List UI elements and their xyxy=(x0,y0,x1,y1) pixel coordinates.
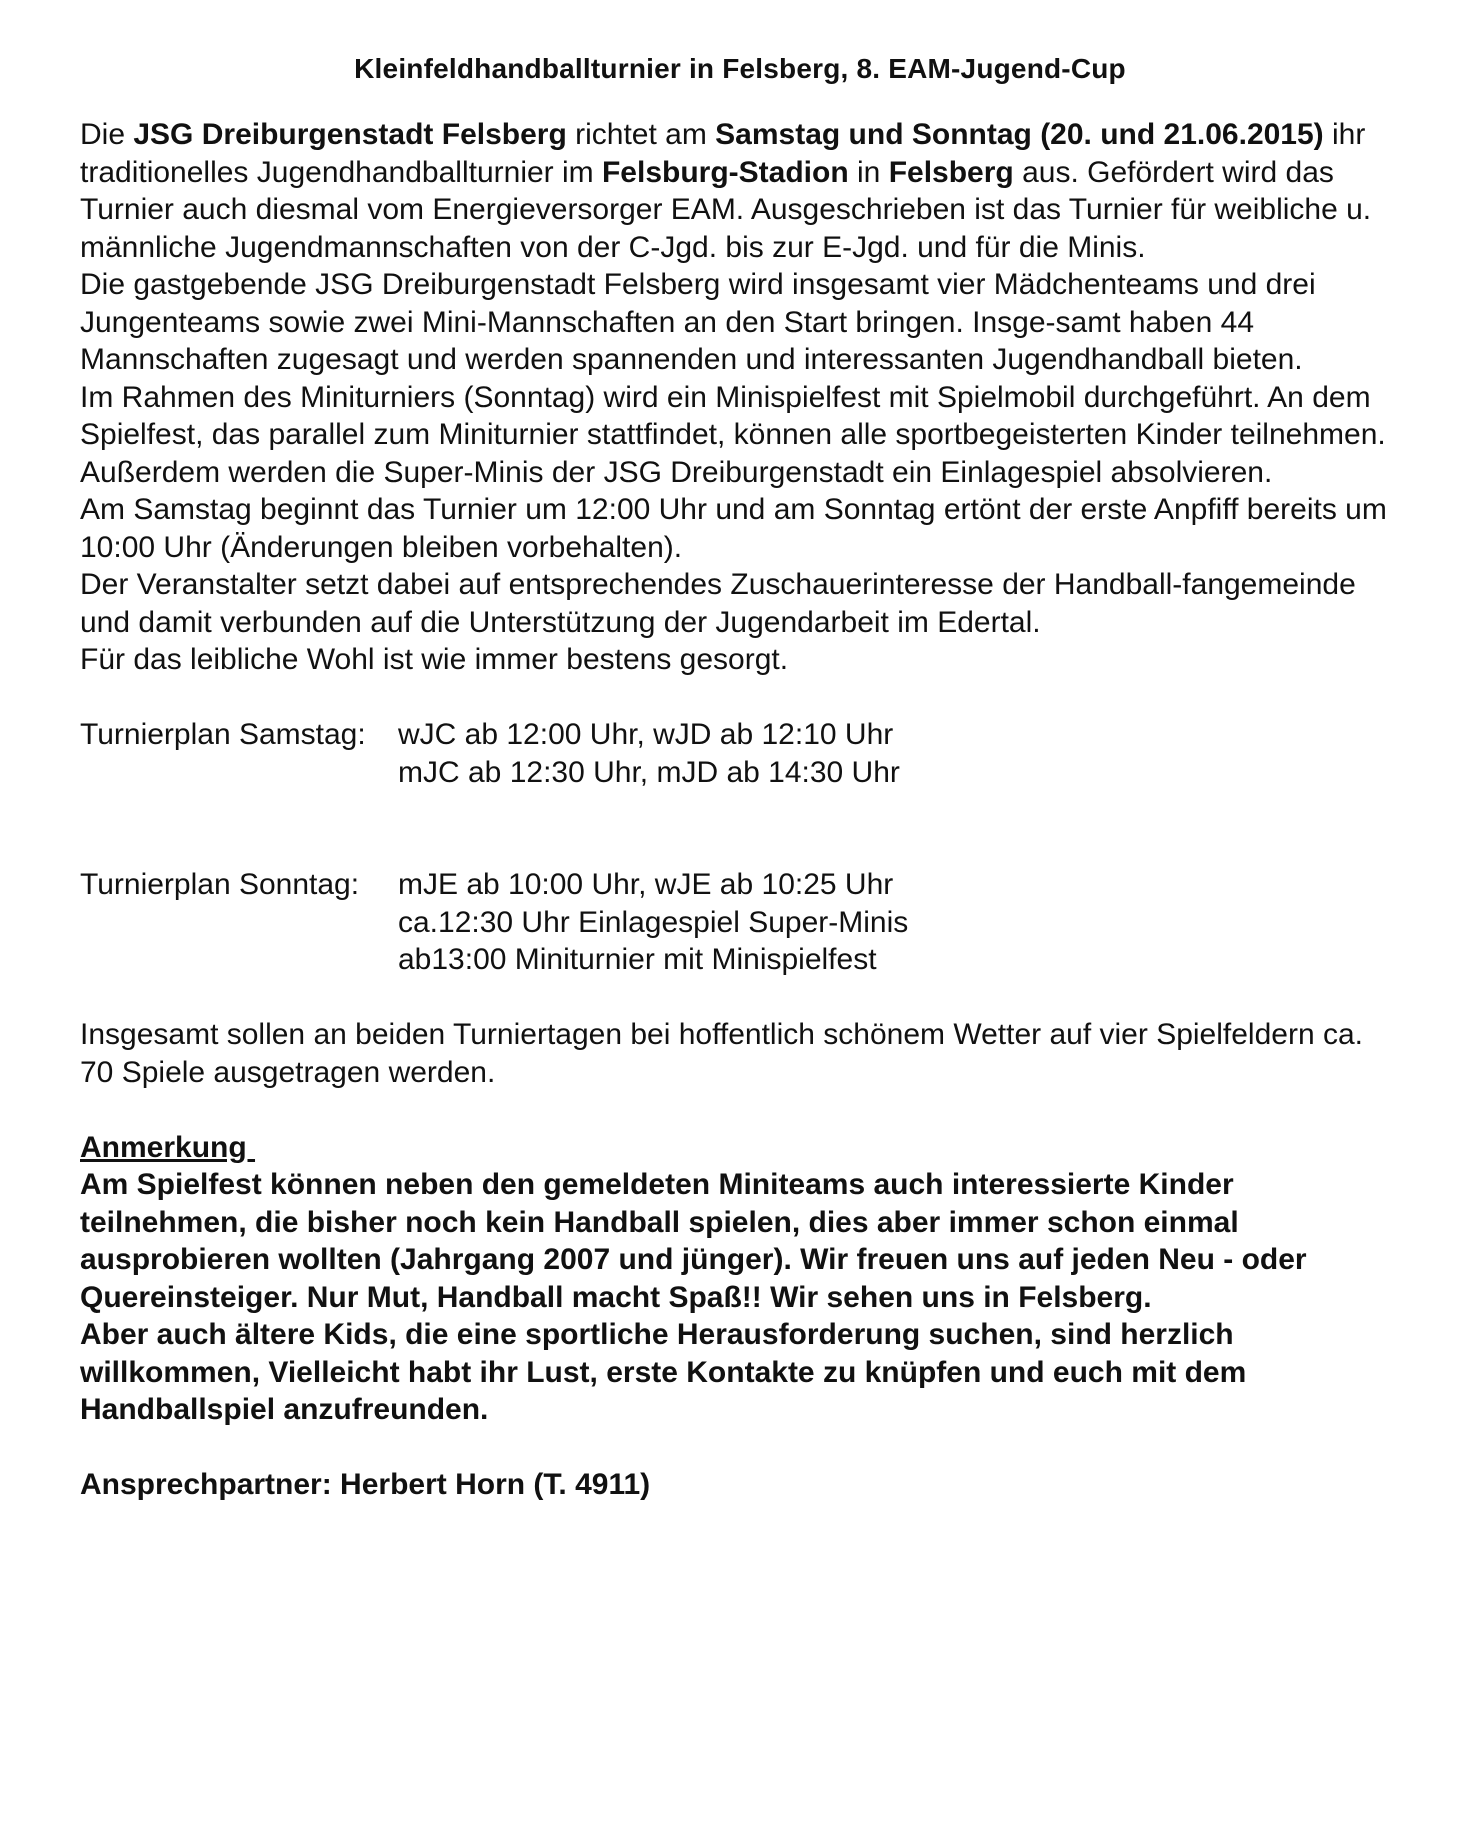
paragraph-minispielfest: Im Rahmen des Miniturniers (Sonntag) wird ein Minispielfest mit Spielmobil durchgeführt. An dem Spielfest, das parallel zum Miniturnier stattfindet, können alle sportbegeisterten Kinder teilnehmen. xyxy=(80,380,1386,451)
intro-bold-town: Felsberg xyxy=(888,155,1014,189)
schedule-line: mJE ab 10:00 Uhr, wJE ab 10:25 Uhr xyxy=(398,868,894,901)
remark-paragraph-1: Am Spielfest können neben den gemeldeten Miniteams auch interessierte Kinder teilnehmen, die bisher noch kein Handball spielen, dies aber immer schon einmal ausprobieren wollten (Jahrgang 2007 und jünger). Wir freuen uns auf jeden Neu - oder Quereinsteiger. Nur Mut, Handball macht Spaß!! Wir sehen uns in Felsberg. xyxy=(80,1168,1307,1314)
contact-line: Ansprechpartner: Herbert Horn (T. 4911) xyxy=(80,1468,651,1501)
document-page xyxy=(80,52,1400,1504)
spacer xyxy=(80,791,1400,866)
intro-text-2: richtet am xyxy=(566,118,716,151)
intro-bold-club: JSG Dreiburgenstadt Felsberg xyxy=(133,118,567,151)
schedule-line: ca.12:30 Uhr Einlagespiel Super-Minis xyxy=(398,905,909,939)
intro-bold-dates: Samstag und Sonntag (20. und 21.06.2015) xyxy=(715,118,1324,151)
paragraph-organizer: Der Veranstalter setzt dabei auf entsprechendes Zuschauerinteresse der Handball-fangemeinde und damit verbunden auf die Unterstützung der Jugendarbeit im Edertal. xyxy=(80,568,1356,639)
remark-paragraph-2: Aber auch ältere Kids, die eine sportliche Herausforderung suchen, sind herzlich willkommen, Vielleicht habt ihr Lust, erste Kontakte zu knüpfen und euch mit dem Handballspiel anzufreunden. xyxy=(80,1318,1247,1426)
schedule-sunday-label: Turnierplan Sonntag: xyxy=(80,868,360,901)
intro-text-5: aus. Gefördert wird das Turnier auch diesmal vom Energieversorger EAM. Ausgeschrieben ist das Turnier für weibliche u. männliche Jugendmannschaften von der C-Jgd. bis zur E-Jgd. und für die Minis. xyxy=(80,155,1372,264)
paragraph-catering: Für das leibliche Wohl ist wie immer bestens gesorgt. xyxy=(80,643,789,676)
remark-section xyxy=(80,1129,1400,1429)
intro-text-1: Die xyxy=(80,118,134,151)
intro-paragraph xyxy=(80,116,1400,266)
intro-text-4: in xyxy=(848,155,889,189)
paragraph-teams: Die gastgebende JSG Dreiburgenstadt Felsberg wird insgesamt vier Mädchenteams und drei Jungenteams sowie zwei Mini-Mannschaften an den Start bringen. Insge-samt haben 44 Mannschaften zugesagt und werden spannenden und interessanten Jugendhandball bieten. xyxy=(80,268,1316,376)
schedule-saturday-label: Turnierplan Samstag: xyxy=(80,718,366,751)
schedule-line: ab13:00 Miniturnier mit Minispielfest xyxy=(398,943,877,976)
schedule-line: wJC ab 12:00 Uhr, wJD ab 12:10 Uhr xyxy=(398,718,894,751)
spacer xyxy=(80,1091,1400,1129)
schedule-sunday-lines xyxy=(398,866,908,979)
spacer xyxy=(80,979,1400,1017)
spacer xyxy=(80,1429,1400,1467)
intro-bold-stadium: Felsburg-Stadion xyxy=(601,155,849,189)
schedule-sunday xyxy=(80,866,1400,979)
schedule-saturday xyxy=(80,716,1400,791)
paragraph-start-times: Am Samstag beginnt das Turnier um 12:00 Uhr und am Sonntag ertönt der erste Anpfiff bereits um 10:00 Uhr (Änderungen bleiben vorbehalten). xyxy=(80,493,1387,564)
article-body xyxy=(80,116,1400,679)
intro-text-3: ihr traditionelles Jugendhandballturnier im xyxy=(80,118,1366,189)
remark-heading: Anmerkung xyxy=(80,1130,256,1164)
schedule-saturday-lines xyxy=(398,716,900,791)
document-title: Kleinfeldhandballturnier in Felsberg, 8. EAM-Jugend-Cup xyxy=(354,53,1126,84)
spacer xyxy=(80,679,1400,717)
paragraph-super-minis: Außerdem werden die Super-Minis der JSG Dreiburgenstadt ein Einlagespiel absolvieren. xyxy=(80,455,1273,489)
schedule-line: mJC ab 12:30 Uhr, mJD ab 14:30 Uhr xyxy=(398,755,900,789)
summary-paragraph: Insgesamt sollen an beiden Turniertagen bei hoffentlich schönem Wetter auf vier Spielfeldern ca. 70 Spiele ausgetragen werden. xyxy=(80,1018,1363,1089)
